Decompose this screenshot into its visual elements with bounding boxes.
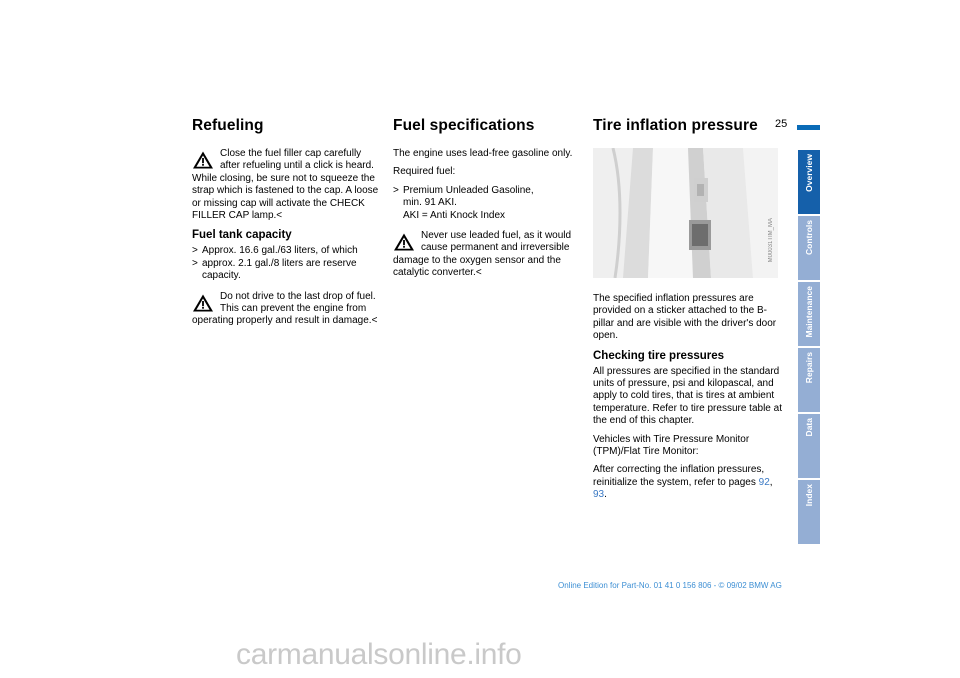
warning-triangle-icon <box>192 293 214 313</box>
warning-triangle-icon <box>192 150 214 170</box>
paragraph: Required fuel: <box>393 166 456 178</box>
tab-repairs[interactable] <box>798 348 820 412</box>
warning-text: Never use leaded fuel, as it would cause permanent and irreversible damage to the oxygen sensor and the catalytic converter. <box>393 230 572 279</box>
warning-note <box>192 291 382 328</box>
tab-label: Maintenance <box>804 286 814 338</box>
end-mark: < <box>276 210 283 222</box>
tab-controls[interactable] <box>798 216 820 280</box>
site-watermark: carmanualsonline.info <box>236 638 522 671</box>
tire-inflation-title: Tire inflation pressure <box>593 117 758 134</box>
paragraph <box>593 464 785 501</box>
bullet-mark: > <box>393 184 399 196</box>
header-accent-bar <box>797 125 820 130</box>
tab-label: Data <box>804 418 814 437</box>
tab-label: Index <box>804 484 814 507</box>
tire-inflation-section <box>593 116 788 508</box>
refueling-section <box>192 116 382 334</box>
list-item <box>393 185 583 222</box>
paragraph-text: . <box>604 489 607 501</box>
warning-note <box>192 148 382 222</box>
paragraph-text: After correcting the inflation pressures, reinitialize the system, refer to pages <box>593 464 765 488</box>
fuel-specifications-section <box>393 116 583 286</box>
end-mark: < <box>371 315 378 327</box>
checking-tire-pressures-title: Checking tire pressures <box>593 349 725 362</box>
capacity-list <box>192 245 382 282</box>
fuel-list <box>393 185 583 222</box>
end-mark: < <box>475 267 482 279</box>
list-item-text: Premium Unleaded Gasoline, <box>403 184 534 196</box>
paragraph: The specified inflation pressures are provided on a sticker attached to the B-pillar and are visible with the driver's door open. <box>593 293 777 342</box>
fuel-tank-capacity-title: Fuel tank capacity <box>192 229 292 242</box>
list-item-text: min. 91 AKI. <box>403 197 457 209</box>
list-item-text: AKI = Anti Knock Index <box>403 209 506 221</box>
list-item-text: Approx. 16.6 gal./63 liters, of which <box>202 245 358 257</box>
bullet-mark: > <box>192 245 198 257</box>
chapter-tabs <box>798 150 820 546</box>
separator: , <box>769 476 773 488</box>
tab-label: Overview <box>804 154 814 192</box>
warning-text: Do not drive to the last drop of fuel. This can prevent the engine from operating properly and result in damage. <box>192 290 376 327</box>
page-link-93[interactable]: 93 <box>593 489 605 501</box>
tab-overview[interactable] <box>798 150 820 214</box>
image-code: M00031TIM_MA <box>768 218 774 263</box>
list-item <box>192 245 382 257</box>
tab-index[interactable] <box>798 480 820 544</box>
tab-data[interactable] <box>798 414 820 478</box>
page-number: 25 <box>775 118 788 130</box>
tab-label: Controls <box>804 220 814 255</box>
list-item-text: approx. 2.1 gal./8 liters are reserve capacity. <box>202 257 357 282</box>
list-item <box>192 258 382 283</box>
footer-edition-note: Online Edition for Part-No. 01 41 0 156 806 - © 09/02 BMW AG <box>558 581 782 590</box>
paragraph: All pressures are specified in the standard units of pressure, psi and kilopascal, and apply to cold tires, that is tires at ambient temperature. Refer to tire pressure table at the end of this chapter. <box>593 365 782 427</box>
tab-label: Repairs <box>804 352 814 384</box>
tab-maintenance[interactable] <box>798 282 820 346</box>
fuel-specifications-title: Fuel specifications <box>393 117 535 134</box>
b-pillar-sticker-photo <box>593 148 778 278</box>
paragraph: Vehicles with Tire Pressure Monitor (TPM)/Flat Tire Monitor: <box>593 433 750 458</box>
page-link-92[interactable]: 92 <box>758 476 770 488</box>
bullet-mark: > <box>192 257 198 269</box>
paragraph: The engine uses lead-free gasoline only. <box>393 148 573 159</box>
warning-triangle-icon <box>393 232 415 252</box>
refueling-title: Refueling <box>192 117 264 134</box>
warning-note <box>393 230 583 280</box>
warning-text: Close the fuel filler cap carefully after refueling until a click is heard. While closing, be sure not to squeeze the strap which is fastened to the cap. A loose or missing cap will activate the CHECK FILLER CAP lamp. <box>192 148 379 222</box>
